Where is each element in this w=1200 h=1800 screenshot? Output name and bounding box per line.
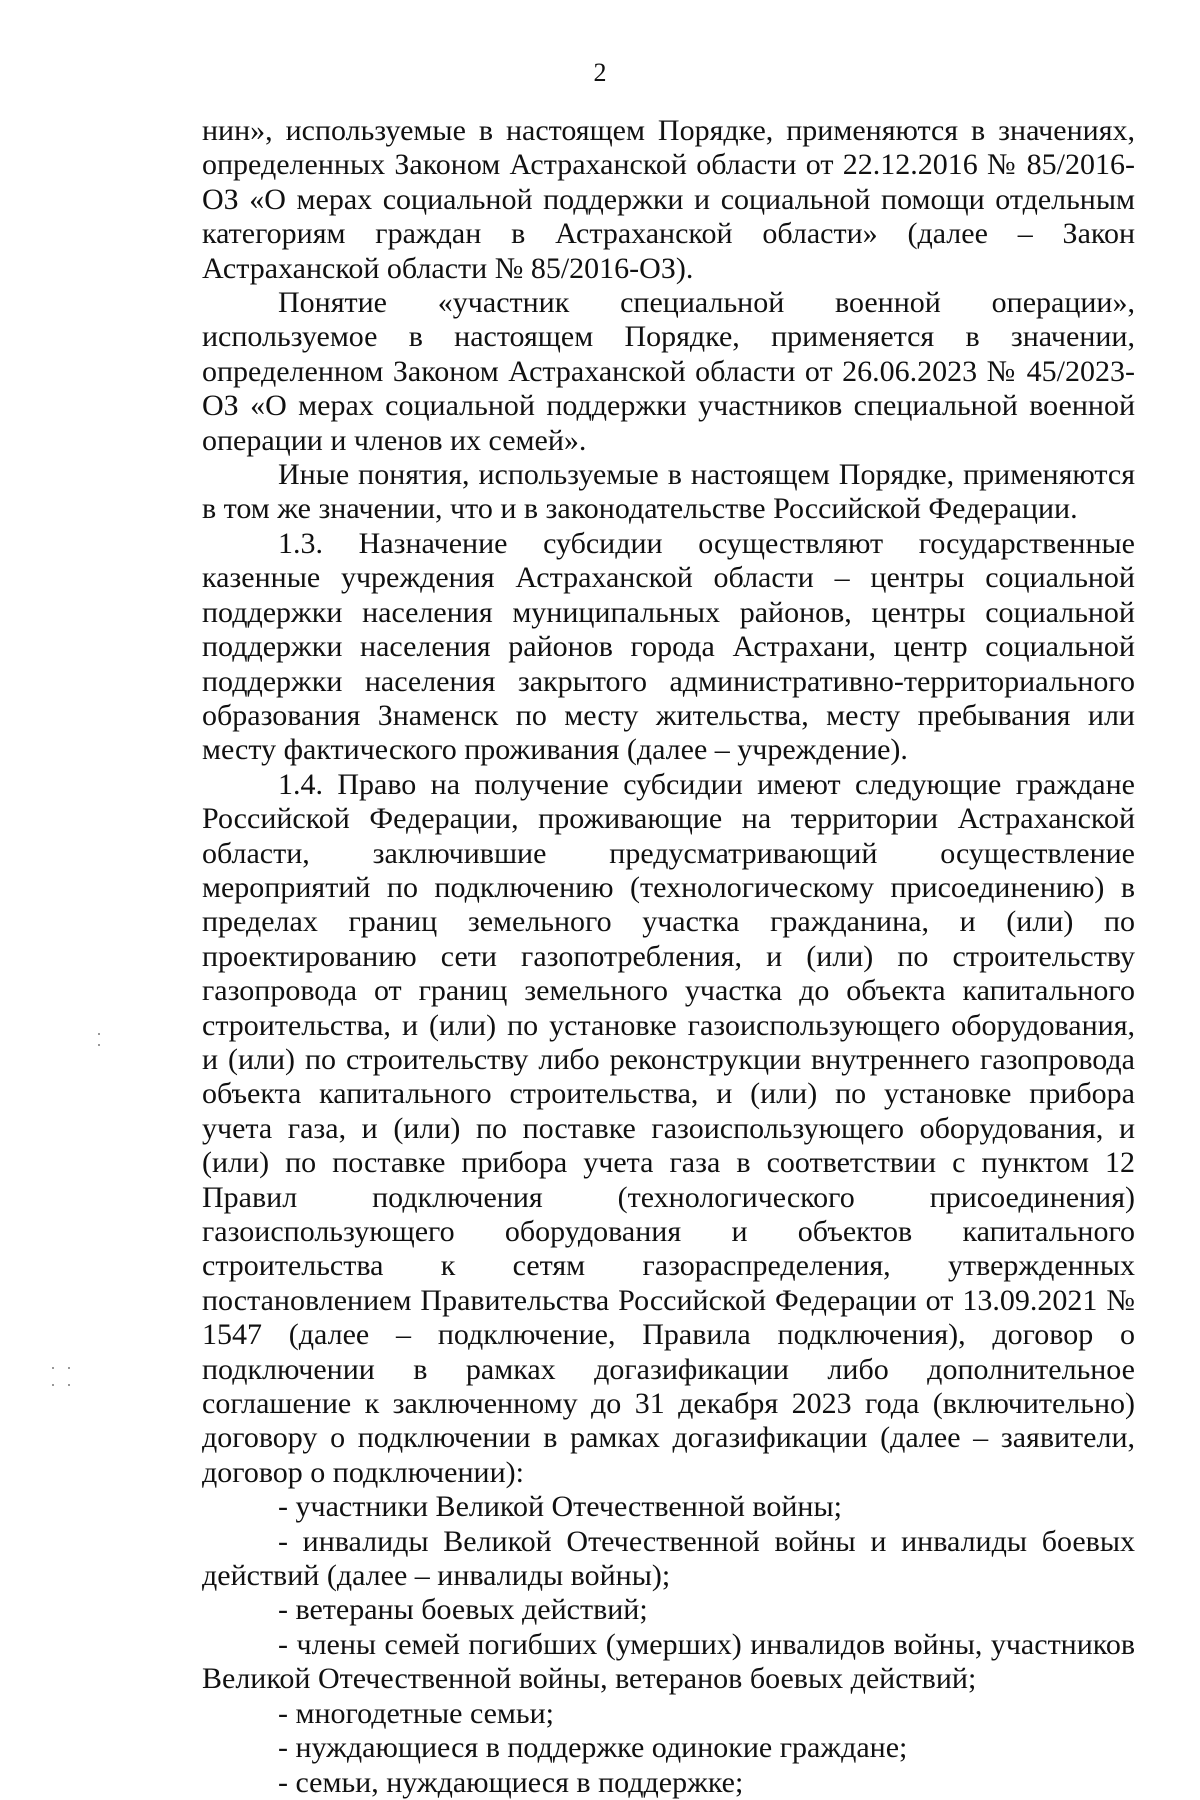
list-item: - члены семей погибших (умерших) инвалидов войны, участников Великой Отечественной войны, ветеранов боевых действий; — [202, 1627, 1135, 1696]
paragraph-definitions-2: Понятие «участник специальной военной операции», используемое в настоящем Порядке, применяется в значении, определенном Законом Астраханской области от 26.06.2023 № 45/2023-ОЗ «О мерах социальной поддержки участников специальной военной операции и членов их семей». — [202, 286, 1135, 457]
paragraph-clause-1-4: 1.4. Право на получение субсидии имеют следующие граждане Российской Федерации, проживающие на территории Астраханской области, заключившие предусматривающий осуществление мероприятий по подключению (технологическому присоединению) в пределах границ земельного участка гражданина, и (или) по проектированию сети газопотребления, и (или) по строительству газопровода от границ земельного участка до объекта капитального строительства, и (или) по установке газоиспользующего оборудования, и (или) по строительству либо реконструкции внутреннего газопровода объекта капитального строительства, и (или) по установке прибора учета газа, и (или) по поставке газоиспользующего оборудования, и (или) по поставке прибора учета газа в соответствии с пунктом 12 Правил подключения (технологического присоединения) газоиспользующего оборудования и объектов капитального строительства к сетям газораспределения, утвержденных постановлением Правительства Российской Федерации от 13.09.2021 № 1547 (далее – подключение, Правила подключения), договор о подключении в рамках догазификации либо дополнительное соглашение к заключенному до 31 декабря 2023 года (включительно) договору о подключении в рамках догазификации (далее – заявители, договор о подключении): — [202, 767, 1135, 1489]
list-item: - многодетные семьи; — [278, 1696, 554, 1730]
page-number: 2 — [593, 58, 607, 87]
list-item: - инвалиды Великой Отечественной войны и инвалиды боевых действий (далее – инвалиды войны); — [202, 1524, 1135, 1593]
scan-artifact — [98, 1033, 100, 1035]
paragraph-clause-1-3: 1.3. Назначение субсидии осуществляют государственные казенные учреждения Астраханской области – центры социальной поддержки населения муниципальных районов, центры социальной поддержки населения районов города Астрахани, центр социальной поддержки населения закрытого административно-территориального образования Знаменск по месту жительства, месту пребывания или месту фактического проживания (далее – учреждение). — [202, 526, 1135, 767]
list-item: - ветераны боевых действий; — [278, 1593, 648, 1627]
scan-artifact — [52, 1367, 54, 1369]
scan-artifact — [98, 1044, 100, 1046]
list-item: - семьи, нуждающиеся в поддержке; — [278, 1765, 744, 1799]
paragraph-definitions-3: Иные понятия, используемые в настоящем Порядке, применяются в том же значении, что и в законодательстве Российской Федерации. — [202, 458, 1135, 526]
scan-artifact — [68, 1367, 70, 1369]
paragraph-definitions-1: нин», используемые в настоящем Порядке, применяются в значениях, определенных Законом Астраханской области от 22.12.2016 № 85/2016-ОЗ «О мерах социальной поддержки и социальной помощи отдельным категориям граждан в Астраханской области» (далее – Закон Астраханской области № 85/2016-ОЗ). — [202, 114, 1135, 285]
list-item: - нуждающиеся в поддержке одинокие граждане; — [278, 1731, 908, 1765]
document-body — [202, 114, 1135, 1800]
scan-artifact — [52, 1384, 54, 1386]
scan-artifact — [68, 1384, 70, 1386]
list-item: - участники Великой Отечественной войны; — [278, 1490, 842, 1524]
